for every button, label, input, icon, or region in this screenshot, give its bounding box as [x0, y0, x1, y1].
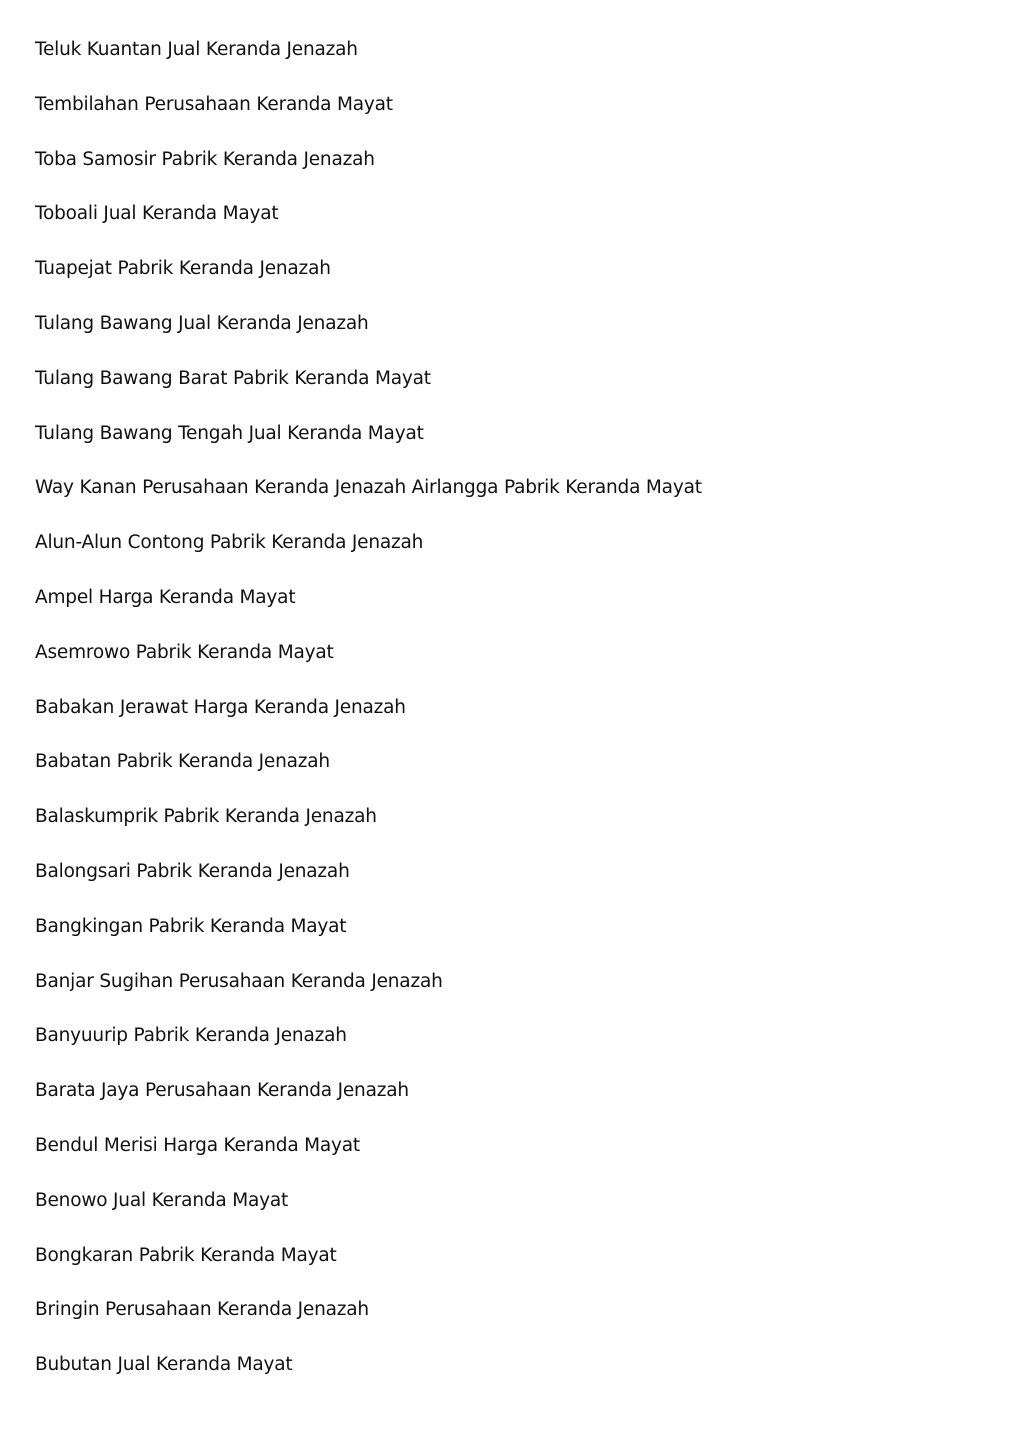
text-line: Barata Jaya Perusahaan Keranda Jenazah [35, 1080, 409, 1102]
text-line: Tulang Bawang Barat Pabrik Keranda Mayat [35, 367, 431, 389]
text-line: Asemrowo Pabrik Keranda Mayat [35, 641, 334, 663]
text-line: Ampel Harga Keranda Mayat [35, 586, 296, 608]
text-line: Babatan Pabrik Keranda Jenazah [35, 751, 330, 773]
text-line: Tembilahan Perusahaan Keranda Mayat [35, 93, 393, 115]
text-line: Bongkaran Pabrik Keranda Mayat [35, 1244, 337, 1266]
text-line: Banjar Sugihan Perusahaan Keranda Jenazah [35, 970, 443, 992]
text-line: Teluk Kuantan Jual Keranda Jenazah [35, 39, 358, 60]
text-line: Balaskumprik Pabrik Keranda Jenazah [35, 806, 377, 828]
text-line: Bubutan Jual Keranda Mayat [35, 1354, 293, 1376]
text-line: Balongsari Pabrik Keranda Jenazah [35, 860, 350, 882]
text-line: Toba Samosir Pabrik Keranda Jenazah [35, 148, 375, 170]
text-line: Alun-Alun Contong Pabrik Keranda Jenazah [35, 532, 424, 554]
text-line: Benowo Jual Keranda Mayat [35, 1189, 289, 1211]
text-line: Tuapejat Pabrik Keranda Jenazah [35, 258, 331, 280]
text-line: Toboali Jual Keranda Mayat [35, 203, 279, 225]
text-line: Bendul Merisi Harga Keranda Mayat [35, 1134, 360, 1156]
text-line-list [35, 36, 702, 1406]
text-line: Banyuurip Pabrik Keranda Jenazah [35, 1025, 347, 1047]
text-line: Tulang Bawang Jual Keranda Jenazah [35, 312, 369, 334]
text-line: Way Kanan Perusahaan Keranda Jenazah Airlangga Pabrik Keranda Mayat [35, 477, 702, 499]
text-line: Babakan Jerawat Harga Keranda Jenazah [35, 696, 406, 718]
text-line: Bringin Perusahaan Keranda Jenazah [35, 1299, 369, 1321]
text-line: Tulang Bawang Tengah Jual Keranda Mayat [35, 422, 424, 444]
text-line: Bangkingan Pabrik Keranda Mayat [35, 915, 347, 937]
